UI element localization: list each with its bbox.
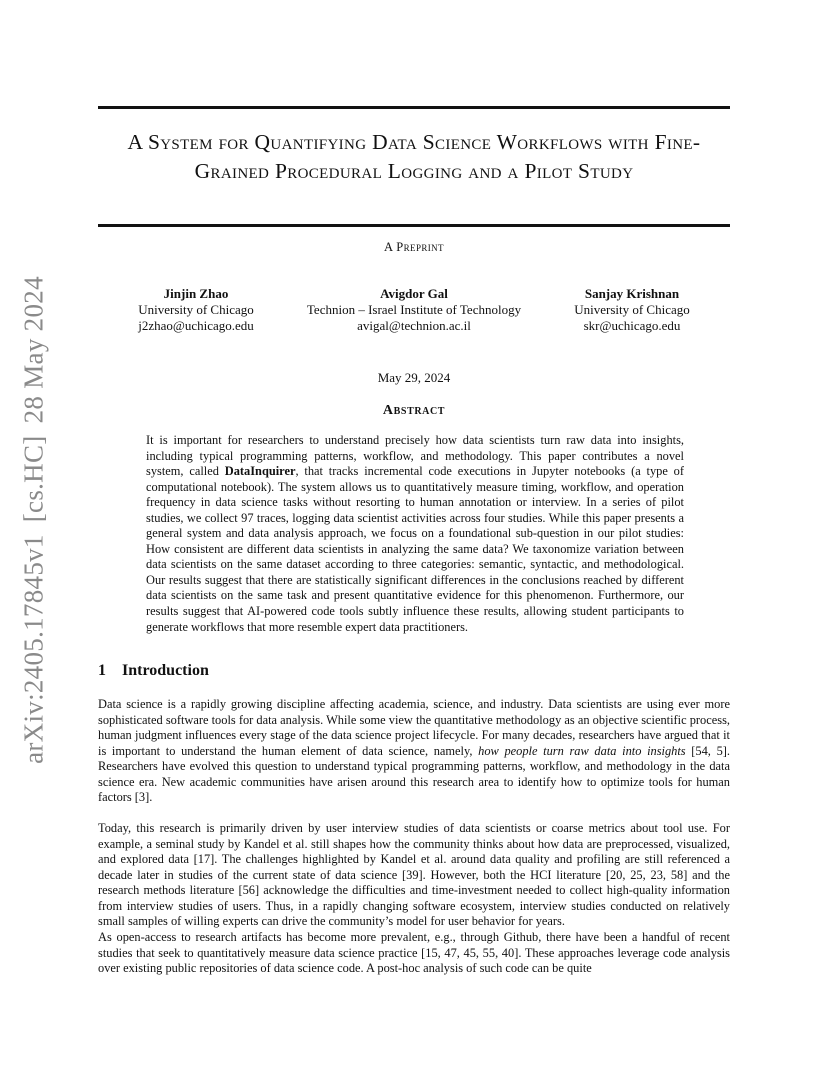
author-block bbox=[126, 286, 266, 334]
paragraph-text: Data science is a rapidly growing discipline affecting academia, science, and industry. Data scientists are using ever more sophisticated software tools for data analysis. While some view the quantitative methodology as an objective scientific process, human judgment influences every stage of the data science project lifecycle. For many decades, researchers have argued that it is important to understand the human element of data science, namely, bbox=[98, 697, 730, 758]
system-name: DataInquirer bbox=[224, 464, 296, 479]
author-block bbox=[562, 286, 702, 334]
body-paragraph: Today, this research is primarily driven by user interview studies of data scientists or coarse metrics about tool use. For example, a seminal study by Kandel et al. still shapes how the community thinks about how data are preprocessed, visualized, and explored data [17]. The challenges highlighted by Kandel et al. around data quality and profiling are still referenced a decade later in studies of the current state of data science [39]. However, both the HCI literature [20, 25, 23, 58] and the research methods literature [56] acknowledge the difficulties and time-investment needed to collect high-quality information from interview studies of users. Thus, in a rapidly changing software ecosystem, interview studies conducted on relatively small samples of willing experts can drive the community’s model for user behavior for years. bbox=[98, 821, 730, 929]
section-number: 1 bbox=[98, 662, 106, 679]
arxiv-id: arXiv:2405.17845v1 bbox=[18, 534, 49, 764]
title-rule-top bbox=[98, 106, 730, 109]
author-block bbox=[294, 286, 534, 334]
author-name: Avigdor Gal bbox=[380, 286, 448, 301]
author-affiliation: University of Chicago bbox=[574, 302, 690, 317]
author-name: Jinjin Zhao bbox=[163, 286, 229, 301]
abstract-text-part: It is important for researchers to understand precisely how data scientists turn raw data into insights, including typical programming patterns, workflow, and methodology. This paper contributes a novel system, called bbox=[146, 433, 684, 479]
abstract-heading: Abstract bbox=[382, 403, 446, 418]
author-affiliation: Technion – Israel Institute of Technology bbox=[306, 302, 522, 317]
paper-date: May 29, 2024 bbox=[377, 370, 451, 385]
author-name: Sanjay Krishnan bbox=[584, 286, 680, 301]
author-affiliation: University of Chicago bbox=[138, 302, 254, 317]
arxiv-category: [cs.HC] bbox=[18, 435, 49, 523]
arxiv-date: 28 May 2024 bbox=[18, 276, 49, 424]
author-email: j2zhao@uchicago.edu bbox=[138, 318, 254, 333]
section-title: Introduction bbox=[122, 662, 209, 679]
title-rule-bottom bbox=[98, 224, 730, 227]
preprint-label: A Preprint bbox=[384, 240, 444, 254]
body-paragraph bbox=[98, 697, 730, 806]
emphasized-phrase: how people turn raw data into insights bbox=[478, 743, 686, 758]
abstract-text bbox=[146, 433, 684, 635]
author-email: skr@uchicago.edu bbox=[583, 318, 681, 333]
author-email: avigal@technion.ac.il bbox=[357, 318, 471, 333]
paper-title: A System for Quantifying Data Science Workflows with Fine-Grained Procedural Logging and a Pilot Study bbox=[127, 130, 701, 183]
body-paragraph: As open-access to research artifacts has become more prevalent, e.g., through Github, there have been a handful of recent studies that seek to quantitatively measure data science practice [15, 47, 45, 55, 40]. These approaches leverage code analysis over existing public repositories of data science code. A post-hoc analysis of such code can be quite bbox=[98, 930, 730, 976]
arxiv-stamp bbox=[19, 270, 50, 770]
paragraph-text: [54, 5]. Researchers have evolved this question to understand typical programming patterns, workflow, and methodology in the data science era. New academic communities have arisen around this research area to identify how to optimize tools for human factors [3]. bbox=[98, 743, 730, 805]
abstract-text-part: , that tracks incremental code executions in Jupyter notebooks (a type of computational notebook). The system allows us to quantitatively measure timing, workflow, and operation frequency in data science tasks without resorting to human annotation or interview. In a series of pilot studies, we collect 97 traces, logging data scientist activities across four studies. While this paper presents a general system and data analysis approach, we focus on a foundational sub-question in our pilot studies: How consistent are different data scientists in analyzing the same data? We taxonomize variation between data scientists on the same dataset according to three categories: semantic, syntactic, and methodological. Our results suggest that there are statistically significant differences in the conclusions reached by different data scientists on the same task and present quantitative evidence for this phenomenon. Furthermore, our results suggest that AI-powered code tools subtly influence these results, allowing student participants to generate workflows that more resemble expert data practitioners. bbox=[146, 464, 685, 634]
section-heading bbox=[98, 662, 209, 680]
